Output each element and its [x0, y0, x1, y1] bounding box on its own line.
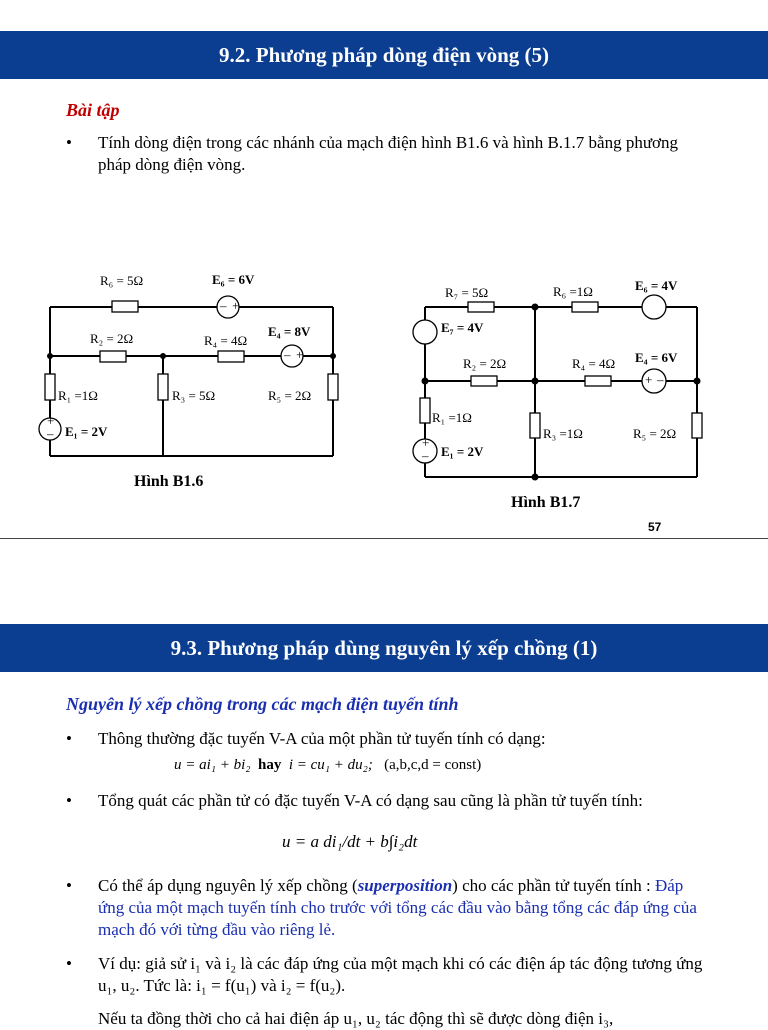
b16-e4-label: E₄ = 8V: [268, 324, 311, 339]
slide2-bullet-4-text: Ví dụ: giả sử i₁ và i₂ là các đáp ứng của một mạch khi có các điện áp tác động tương ứng u₁, u₂. Tức là: i₁ = f(u₁) và i₂ = f(u₂).: [98, 954, 703, 995]
b17-e6-label: E₆ = 4V: [635, 278, 678, 293]
bullet-dot: •: [66, 876, 72, 895]
bullet-3-definition: Đáp ứng của một mạch tuyến tính cho trước với tổng các đầu vào bằng tổng các đáp ứng của mạch đó với từng đầu vào riêng lẻ.: [98, 876, 697, 939]
svg-text:+: +: [47, 413, 55, 428]
formula-1-part-a: u = ai₁ + bi₂: [174, 757, 251, 773]
b16-e1-label: E₁ = 2V: [65, 424, 108, 439]
b16-r5-label: R₅ = 2Ω: [268, 388, 312, 403]
svg-text:–: –: [220, 298, 227, 313]
formula-1: [174, 757, 481, 774]
b17-r7-label: R₇ = 5Ω: [445, 285, 489, 300]
formula-1-part-b: i = cu₁ + du₂;: [288, 757, 373, 773]
b17-e1-label: E₁ = 2V: [441, 444, 484, 459]
slide-divider: [0, 538, 768, 539]
svg-text:+: +: [232, 298, 240, 313]
svg-text:+: +: [645, 372, 653, 387]
bullet-3-part-a: Có thể áp dụng nguyên lý xếp chồng (: [98, 876, 358, 895]
superposition-term: superposition: [357, 876, 453, 895]
page-number: 57: [648, 520, 662, 534]
b17-r2-label: R₂ = 2Ω: [463, 356, 507, 371]
b16-r6-label: R₆ = 5Ω: [100, 273, 144, 288]
b16-r4-label: R₄ = 4Ω: [204, 333, 248, 348]
b17-e4-label: E₄ = 6V: [635, 350, 678, 365]
slide2-bullet-2-text: Tổng quát các phần tử có đặc tuyến V-A có dạng sau cũng là phần tử tuyến tính:: [98, 791, 643, 810]
svg-text:–: –: [422, 448, 429, 463]
b17-r6-label: R₆ =1Ω: [553, 284, 593, 299]
svg-text:+: +: [422, 435, 430, 450]
circuit-b16: [30, 260, 350, 475]
slide2-title-banner: [0, 624, 768, 672]
b17-r1-label: R₁ =1Ω: [432, 410, 472, 425]
svg-text:–: –: [657, 372, 664, 387]
slide2-title: 9.3. Phương pháp dùng nguyên lý xếp chồng (1): [170, 636, 598, 660]
slide2-bullet-5-text: Nếu ta đồng thời cho cả hai điện áp u₁, u₂ tác động thì sẽ được dòng điện i₃,: [98, 1009, 614, 1028]
slide1-bullet-text: Tính dòng điện trong các nhánh của mạch điện hình B1.6 và hình B.1.7 bằng phương pháp dòng điện vòng.: [98, 133, 679, 174]
slide1-title-banner: [0, 31, 768, 79]
b17-r5-label: R₅ = 2Ω: [633, 426, 677, 441]
slide2-heading: Nguyên lý xếp chồng trong các mạch điện tuyến tính: [66, 694, 459, 714]
bullet-dot: •: [66, 133, 72, 152]
slide2-bullet-3-text: [98, 875, 706, 941]
formula-1-part-c: (a,b,c,d = const): [384, 757, 482, 773]
bullet-dot: •: [66, 729, 72, 748]
circuit-b17: [405, 270, 710, 485]
b16-r2-label: R₂ = 2Ω: [90, 331, 134, 346]
b16-e6-label: E₆ = 6V: [212, 272, 255, 287]
bullet-3-part-c: ) cho các phần tử tuyến tính :: [452, 876, 655, 895]
bullet-dot: •: [66, 954, 72, 973]
svg-text:+: +: [296, 347, 304, 362]
bullet-dot: •: [66, 791, 72, 810]
formula-2: u = a di₁/dt + b∫i₂dt: [282, 832, 418, 851]
formula-1-hay: hay: [258, 757, 282, 773]
caption-b16: Hình B1.6: [134, 473, 204, 490]
slide1-title: 9.2. Phương pháp dòng điện vòng (5): [219, 43, 549, 67]
svg-text:–: –: [284, 347, 291, 362]
caption-b17: Hình B1.7: [511, 494, 581, 511]
slide2-bullet-1-text: Thông thường đặc tuyến V-A của một phần tử tuyến tính có dạng:: [98, 729, 546, 748]
b17-r3-label: R₃ =1Ω: [543, 426, 583, 441]
b16-r3-label: R₃ = 5Ω: [172, 388, 216, 403]
svg-text:–: –: [47, 426, 54, 441]
b17-e7-label: E₇ = 4V: [441, 320, 484, 335]
slide1-heading: Bài tập: [66, 100, 120, 120]
b17-r4-label: R₄ = 4Ω: [572, 356, 616, 371]
b16-r1-label: R₁ =1Ω: [58, 388, 98, 403]
